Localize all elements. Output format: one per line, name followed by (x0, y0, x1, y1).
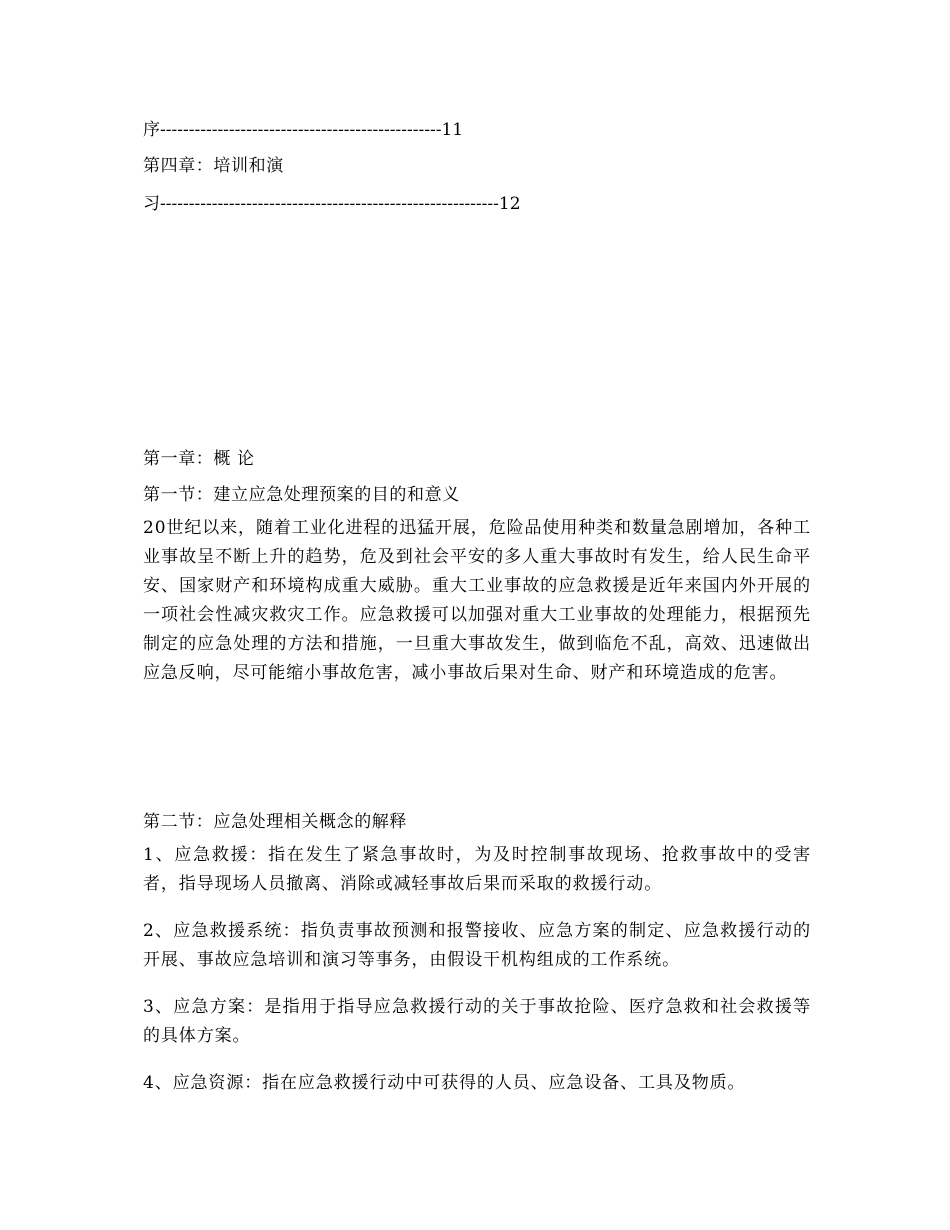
definition-item: 1、应急救援：指在发生了紧急事故时，为及时控制事故现场、抢救事故中的受害者，指导现场人员撤离、消除或减轻事故后果而采取的救援行动。 (143, 845, 811, 894)
definition-item: 3、应急方案：是指用于指导应急救援行动的关于事故抢险、医疗急救和社会救援等的具体方案。 (143, 997, 811, 1046)
section-title-1: 第一节：建立应急处理预案的目的和意义 (143, 485, 460, 505)
toc-entry-preface: 序-------------------------------------------------11 (143, 120, 464, 140)
toc-entry-chapter4-cont: 习-----------------------------------------------------------12 (143, 194, 521, 214)
chapter-title: 第一章：概 论 (143, 449, 255, 469)
definition-item: 2、应急救援系统：指负责事故预测和报警接收、应急方案的制定、应急救援行动的开展、事故应急培训和演习等事务，由假设干机构组成的工作系统。 (143, 921, 811, 970)
definition-item: 4、应急资源：指在应急救援行动中可获得的人员、应急设备、工具及物质。 (143, 1073, 746, 1093)
section-title-2: 第二节：应急处理相关概念的解释 (143, 812, 407, 832)
toc-entry-chapter4: 第四章：培训和演 (143, 156, 284, 176)
section-1-body: 20世纪以来，随着工业化进程的迅猛开展，危险品使用种类和数量急剧增加，各种工业事故呈不断上升的趋势，危及到社会平安的多人重大事故时有发生，给人民生命平安、国家财产和环境构成重大威胁。重大工业事故的应急救援是近年来国内外开展的一项社会性减灾救灾工作。应急救援可以加强对重大工业事故的处理能力，根据预先制定的应急处理的方法和措施，一旦重大事故发生，做到临危不乱，高效、迅速做出应急反响，尽可能缩小事故危害，减小事故后果对生命、财产和环境造成的危害。 (143, 518, 811, 683)
